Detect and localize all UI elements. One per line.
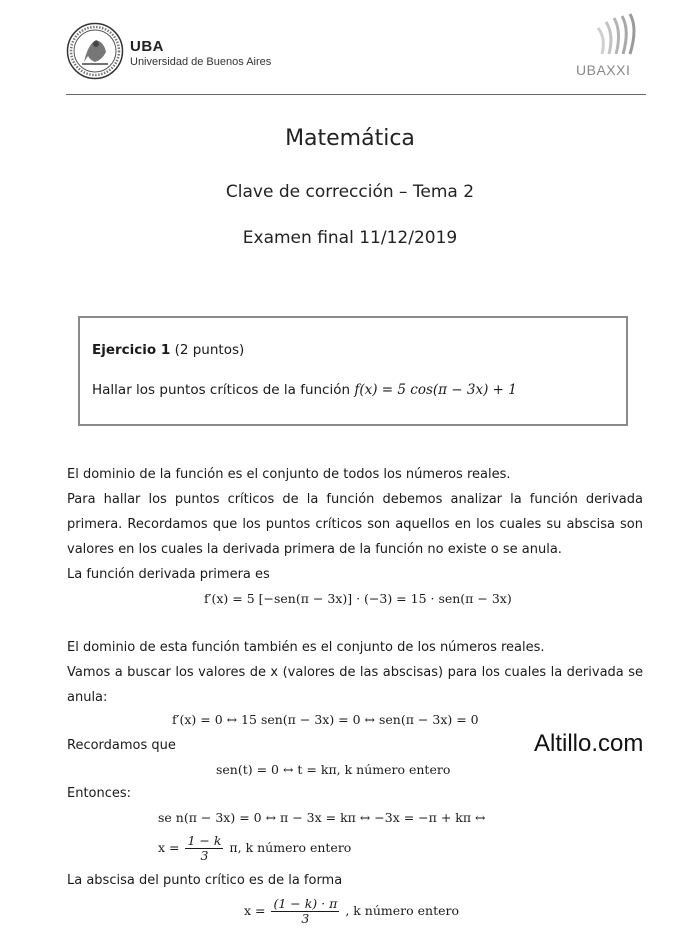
equation-solution-lhs: x = bbox=[158, 840, 180, 855]
fraction-numerator: 1 − k bbox=[187, 833, 222, 848]
ubaxxi-logo-text: UBAXXI bbox=[576, 62, 631, 78]
equation-solve-steps: se n(π − 3x) = 0 ↔ π − 3x = kπ ↔ −3x = −π + kπ ↔ bbox=[158, 810, 486, 825]
equation-derivative: f′(x) = 5 [−sen(π − 3x)] · (−3) = 15 · sen(π − 3x) bbox=[204, 591, 512, 606]
paragraph-then: Entonces: bbox=[67, 786, 132, 801]
header-divider bbox=[66, 94, 646, 95]
uba-subtitle: Universidad de Buenos Aires bbox=[130, 56, 272, 68]
exercise-heading bbox=[92, 342, 244, 358]
subject-title: Matemática bbox=[285, 126, 415, 151]
equation-abscissa-form bbox=[244, 897, 459, 926]
fraction-one-minus-k-over-three bbox=[185, 834, 223, 863]
fraction-denominator: 3 bbox=[200, 848, 209, 863]
fraction-abscissa-numerator: (1 − k) · π bbox=[273, 896, 338, 911]
exercise-statement-text: Hallar los puntos críticos de la función bbox=[92, 382, 351, 398]
paragraph-search-zeros: Vamos a buscar los valores de x (valores de las abscisas) para los cuales la derivada se anula: bbox=[67, 665, 643, 705]
equation-zeros: f′(x) = 0 ↔ 15 sen(π − 3x) = 0 ↔ sen(π − 3x) = 0 bbox=[172, 712, 479, 727]
fraction-abscissa bbox=[271, 897, 339, 926]
uba-seal-logo bbox=[66, 22, 124, 80]
equation-abscissa-rhs: , k número entero bbox=[345, 903, 460, 918]
equation-sine-zero: sen(t) = 0 ↔ t = kπ, k número entero bbox=[216, 762, 451, 777]
paragraph-derivative-intro: La función derivada primera es bbox=[67, 567, 270, 582]
exercise-number: Ejercicio 1 bbox=[92, 342, 171, 358]
paragraph-abscissa-form: La abscisa del punto crítico es de la forma bbox=[67, 873, 343, 888]
exercise-box bbox=[78, 316, 628, 426]
exercise-function: f(x) = 5 cos(π − 3x) + 1 bbox=[354, 382, 517, 398]
exam-date-title: Examen final 11/12/2019 bbox=[242, 228, 458, 248]
correction-key-title: Clave de corrección – Tema 2 bbox=[225, 182, 475, 202]
equation-abscissa-lhs: x = bbox=[244, 903, 266, 918]
fraction-abscissa-denominator: 3 bbox=[301, 911, 310, 926]
paragraph-critical-points: Para hallar los puntos críticos de la función debemos analizar la función derivada primera. Recordamos que los puntos críticos son aquellos en los cuales su abscisa son valores en los cuales la derivada primera de la función no existe o se anula. bbox=[67, 492, 643, 557]
equation-solution-rhs: π, k número entero bbox=[229, 840, 352, 855]
paragraph-domain: El dominio de la función es el conjunto de todos los números reales. bbox=[67, 467, 511, 482]
exercise-points: (2 puntos) bbox=[174, 342, 245, 358]
watermark-text: Altillo.com bbox=[534, 730, 644, 757]
equation-solution-k bbox=[158, 834, 351, 863]
paragraph-recall: Recordamos que bbox=[67, 738, 176, 753]
uba-title: UBA bbox=[130, 38, 164, 55]
exercise-statement bbox=[92, 382, 517, 398]
paragraph-derivative-domain: El dominio de esta función también es el conjunto de los números reales. bbox=[67, 640, 545, 655]
